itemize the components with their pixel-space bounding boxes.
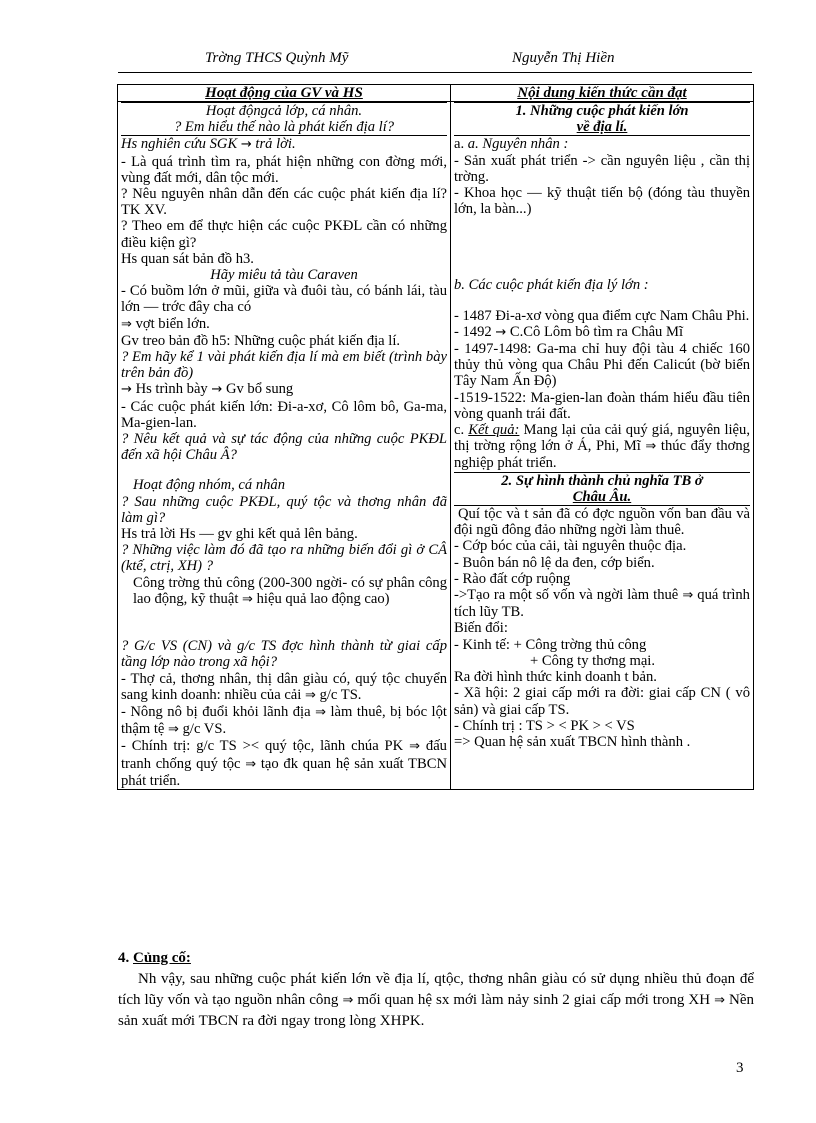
answer-text: - Thợ cả, thơng nhân, thị dân giàu có, quý tộc chuyển sang kinh doanh: nhiều của cải ⇒ g/c TS. xyxy=(121,670,447,703)
implies-icon: ⇒ xyxy=(245,756,257,772)
content-text: - Xã hội: 2 giai cấp mới ra đời: giai cấp CN ( vô sản) và giai cấp TS. xyxy=(454,685,750,718)
content-text: -1519-1522: Ma-gien-lan đoàn thám hiểu đầu tiên vòng quanh trái đất. xyxy=(454,389,750,422)
answer-text: - Nông nô bị đuổi khỏi lãnh địa ⇒ làm thuê, bị bóc lột thậm tệ ⇒ g/c VS. xyxy=(121,703,447,738)
arrow-icon: → xyxy=(240,137,252,153)
implies-icon: ⇒ xyxy=(409,739,421,755)
implies-icon: ⇒ xyxy=(342,993,354,1008)
column-header-activities: Hoạt động của GV và HS xyxy=(118,85,451,102)
implies-icon: ⇒ xyxy=(242,591,253,607)
school-name: Trờng THCS Quỳnh Mỹ xyxy=(205,50,349,66)
content-text: Ra đời hình thức kinh doanh t bản. xyxy=(454,669,657,686)
content-text: - 1492 → C.Cô Lôm bô tìm ra Châu Mĩ xyxy=(454,323,684,340)
content-text: - Chính trị : TS > < PK > < VS xyxy=(454,717,635,734)
page-number: 3 xyxy=(736,1060,744,1076)
implies-icon: ⇒ xyxy=(305,687,316,703)
section-title: Châu Âu. xyxy=(572,488,632,505)
implies-icon: ⇒ xyxy=(121,316,132,332)
activity-heading: Hoạt độngcả lớp, cá nhân. xyxy=(205,103,363,119)
teacher-name: Nguyễn Thị Hiền xyxy=(512,50,615,66)
instruction-text: Hs nghiên cứu SGK → trả lời. xyxy=(121,136,296,153)
question-text: ? Em hãy kể 1 vài phát kiến địa lí mà em biết (trình bày trên bản đồ) xyxy=(121,349,447,382)
subheading: a. a. Nguyên nhân : xyxy=(454,136,569,153)
section-title: 2. Sự hình thành chủ nghĩa TB ở xyxy=(501,472,703,489)
content-text: + Công ty thơng mại. xyxy=(530,652,655,669)
answer-text: - Là quá trình tìm ra, phát hiện những con đờng mới, vùng đất mới, dân tộc mới. xyxy=(121,153,447,186)
question-text: ? Em hiểu thế nào là phát kiến địa lí? xyxy=(173,119,395,136)
instruction-text: Hs trả lời Hs — gv ghi kết quả lên bảng. xyxy=(121,526,358,543)
arrow-icon: → xyxy=(211,382,223,398)
column-header-content: Nội dung kiến thức cần đạt xyxy=(451,85,754,102)
content-text: Quí tộc và t sản đã có đợc nguồn vốn ban đầu và đội ngũ đông đảo những ngời làm thuê. xyxy=(454,506,750,539)
answer-text: - Có buồm lớn ở mũi, giữa và đuôi tàu, có bánh lái, tàu lớn — trớc đây cha có xyxy=(121,283,447,316)
implies-icon: ⇒ xyxy=(714,993,726,1008)
content-text: - Rào đất cớp ruộng xyxy=(454,570,571,587)
answer-text: Công trờng thủ công (200-300 ngời- có sự phân công lao động, kỹ thuật ⇒ hiệu quả lao động cao) xyxy=(133,574,447,607)
header-divider xyxy=(118,72,752,73)
task-heading: Hãy miêu tả tàu Caraven xyxy=(210,267,358,284)
implies-icon: ⇒ xyxy=(315,704,326,720)
subheading: b. Các cuộc phát kiến địa lý lớn : xyxy=(454,277,649,294)
content-text: - Khoa học — kỹ thuật tiến bộ (đóng tàu thuyền lớn, la bàn...) xyxy=(454,185,750,218)
page-header xyxy=(0,48,816,72)
section-title: 1. Những cuộc phát kiến lớn xyxy=(515,103,689,119)
instruction-text: → Hs trình bày → Gv bổ sung xyxy=(121,381,294,398)
question-text: ? Theo em để thực hiện các cuộc PKĐL cần có những điều kiện gì? xyxy=(121,218,447,251)
content-column xyxy=(451,102,754,790)
content-text: - Sản xuất phát triển -> cần nguyên liệu , cần thị trờng. xyxy=(454,152,750,185)
instruction-text: Hs quan sát bản đồ h3. xyxy=(121,250,254,267)
question-text: ? Nêu kết quả và sự tác động của những cuộc PKĐL đến xã hội Châu Â? xyxy=(121,431,447,464)
question-text: ? Những việc làm đó đã tạo ra những biến đổi gì ở CÂ (ktế, ctrị, XH) ? xyxy=(121,542,447,575)
content-text: => Quan hệ sản xuất TBCN hình thành . xyxy=(454,733,691,750)
summary-section xyxy=(118,948,754,1032)
content-text: - 1487 Đi-a-xơ vòng qua điểm cực Nam Châu Phi. xyxy=(454,307,750,324)
section-2-title-box xyxy=(454,472,750,506)
content-text: - Cớp bóc của cải, tài nguyên thuộc địa. xyxy=(454,538,687,555)
content-text: c. Kết quả: Mang lại của cải quý giá, nguyên liệu, thị trờng rộng lớn ở Á, Phi, Mĩ ⇒ thúc đẩy thơng nghiệp phát triển. xyxy=(454,422,750,472)
content-text: ->Tạo ra một số vốn và ngời làm thuê ⇒ quá trình tích lũy TB. xyxy=(454,587,750,621)
content-text: Biến đổi: xyxy=(454,620,508,637)
lesson-table xyxy=(117,84,754,790)
content-text: - 1497-1498: Ga-ma chỉ huy đội tàu 4 chiếc 160 thủy thủ vòng qua Châu Phi đến Calicút (bờ biển Tây Nam Ấn Độ) xyxy=(454,341,750,390)
answer-text: ⇒ vợt biển lớn. xyxy=(121,315,210,332)
activity-heading: Hoạt động nhóm, cá nhân xyxy=(133,477,286,494)
content-text: - Kinh tế: + Công trờng thủ công xyxy=(454,636,647,653)
instruction-text: Gv treo bản đồ h5: Những cuộc phát kiến địa lí. xyxy=(121,332,401,349)
arrow-icon: → xyxy=(121,382,132,398)
section-title: về địa lí. xyxy=(576,119,628,136)
answer-text: - Các cuộc phát kiến lớn: Đi-a-xơ, Cô lôm bô, Ga-ma, Ma-gien-lan. xyxy=(121,398,447,431)
question-text: ? Sau những cuộc PKĐL, quý tộc và thơng nhân đã làm gì? xyxy=(121,493,447,526)
question-text: ? G/c VS (CN) và g/c TS đợc hình thành từ giai cấp tầng lớp nào trong xã hội? xyxy=(121,638,447,671)
section-1-title-box xyxy=(454,102,750,136)
summary-text: Nh vậy, sau những cuộc phát kiến lớn về địa lí, qtộc, thơng nhân giàu có sử dụng nhiều thủ đoạn để tích lũy vốn và tạo nguồn nhân công ⇒ mối quan hệ sx mới làm nảy sinh 2 giai cấp mới trong XH ⇒ Nền sản xuất mới TBCN ra đời ngay trong lòng XHPK. xyxy=(118,971,755,1029)
question-text: ? Nêu nguyên nhân dẫn đến các cuộc phát kiến địa lí? TK XV. xyxy=(121,186,447,219)
arrow-icon: → xyxy=(495,324,507,340)
answer-text: - Chính trị: g/c TS >< quý tộc, lãnh chúa PK ⇒ đấu tranh chống quý tộc ⇒ tạo đk quan hệ sản xuất TBCN phát triển. xyxy=(121,738,447,789)
summary-title: 4. Củng cố: xyxy=(118,950,191,966)
implies-icon: ⇒ xyxy=(168,722,179,738)
activity-intro-box xyxy=(121,102,447,136)
content-text: - Buôn bán nô lệ da đen, cớp biển. xyxy=(454,554,655,571)
implies-icon: ⇒ xyxy=(645,439,657,455)
activities-column xyxy=(118,102,451,790)
implies-icon: ⇒ xyxy=(682,588,694,604)
